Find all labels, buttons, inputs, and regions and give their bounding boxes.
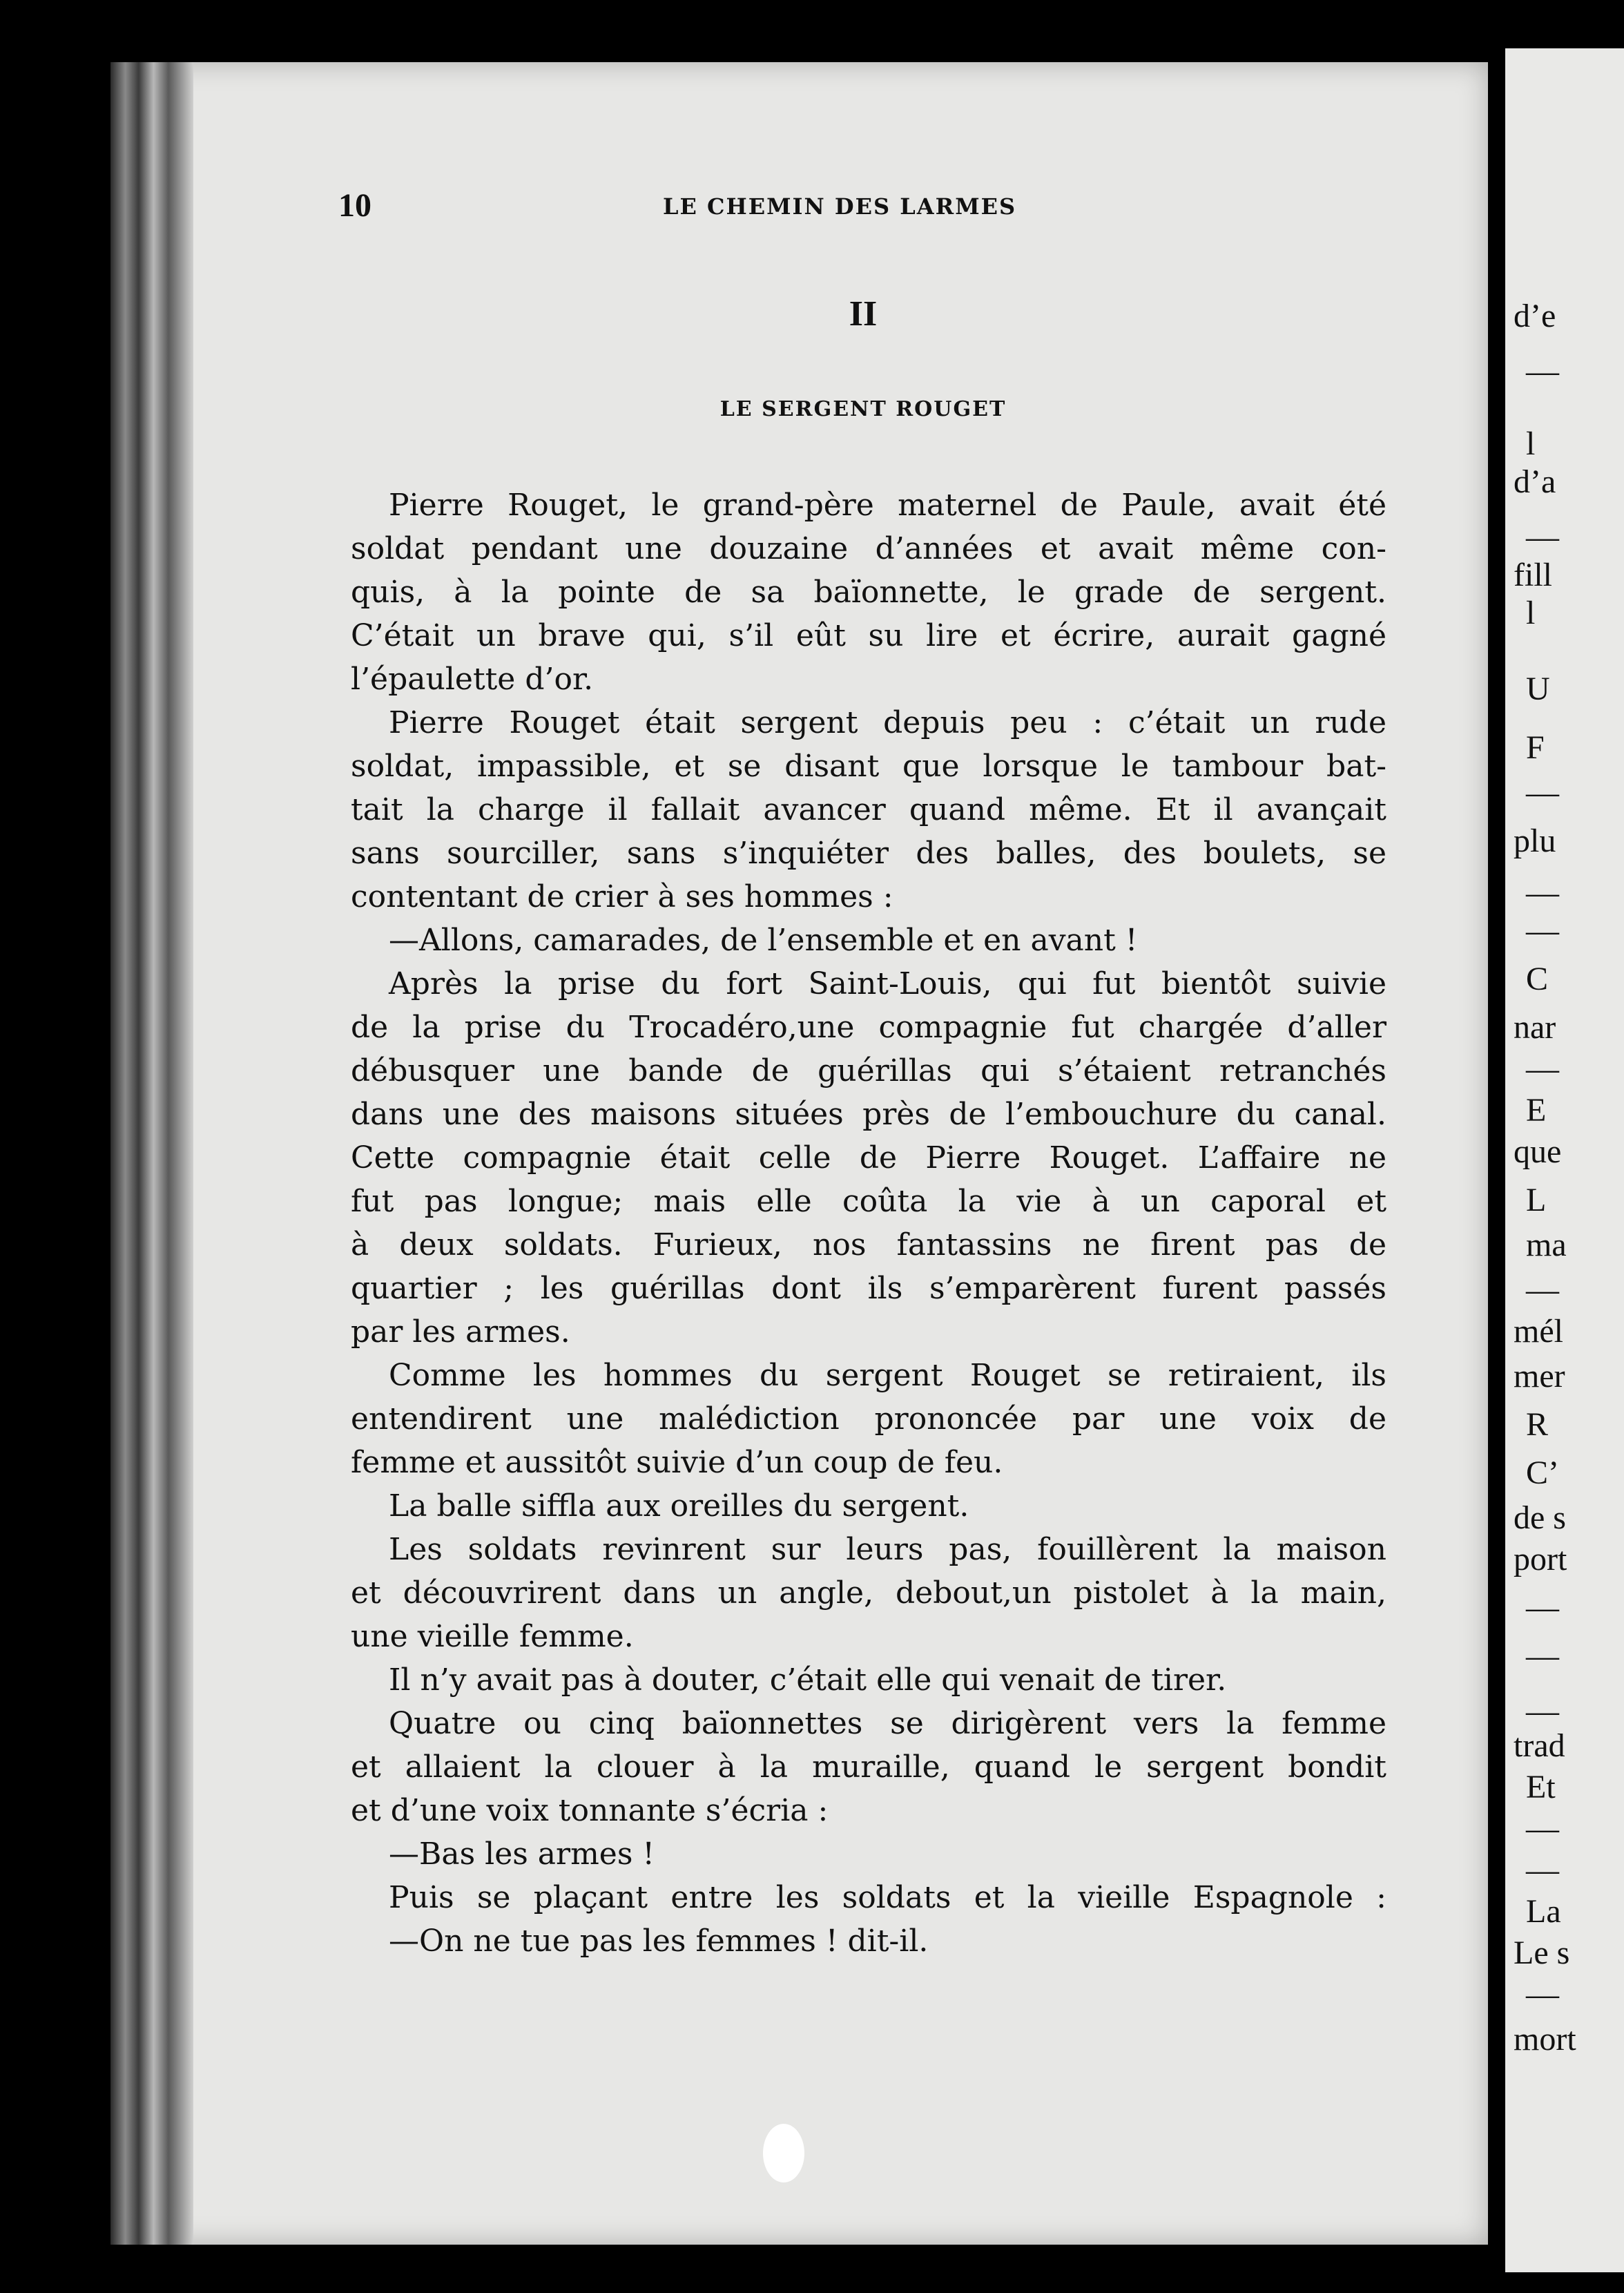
adjacent-page-text-fragment: port [1514, 1541, 1567, 1577]
adjacent-page-text-fragment: nar [1514, 1009, 1556, 1046]
adjacent-page-text-fragment: d’e [1514, 298, 1556, 334]
adjacent-page-text-fragment: plu [1514, 823, 1556, 859]
adjacent-page-text-fragment: R [1526, 1406, 1549, 1443]
text-line: Il n’y avait pas à douter, c’était elle qui venait de tirer. [389, 1662, 1227, 1698]
text-line: tait la charge il fallait avancer quand même. Et il avançait [351, 792, 1386, 827]
text-line: Comme les hommes du sergent Rouget se retiraient, ils [389, 1358, 1386, 1393]
text-line: débusquer une bande de guérillas qui s’étaient retranchés [351, 1053, 1386, 1088]
text-line: à deux soldats. Furieux, nos fantassins ne firent pas de [351, 1227, 1386, 1263]
text-line: La balle siffla aux oreilles du sergent. [389, 1488, 969, 1524]
text-line: —Allons, camarades, de l’ensemble et en avant ! [389, 923, 1138, 958]
adjacent-page-text-fragment: — [1526, 1693, 1559, 1729]
book-spine-shadow [110, 62, 193, 2245]
adjacent-page-text-fragment: C [1526, 961, 1549, 997]
text-line: Après la prise du fort Saint-Louis, qui fut bientôt suivie [389, 966, 1386, 1001]
text-line: C’était un brave qui, s’il eût su lire et écrire, aurait gagné [351, 618, 1386, 653]
text-line: et découvrirent dans un angle, debout,un pistolet à la main, [351, 1575, 1386, 1611]
text-line: —Bas les armes ! [389, 1836, 655, 1872]
adjacent-page-text-fragment: — [1526, 1050, 1559, 1087]
text-line: par les armes. [351, 1314, 570, 1350]
text-line: contentant de crier à ses hommes : [351, 879, 893, 914]
adjacent-page-text-fragment: — [1526, 912, 1559, 949]
text-line: soldat, impassible, et se disant que lorsque le tambour bat- [351, 749, 1386, 784]
text-line: l’épaulette d’or. [351, 662, 594, 697]
adjacent-page-text-fragment: — [1526, 1852, 1559, 1888]
adjacent-page-text-fragment: l [1526, 425, 1536, 462]
adjacent-page-text-fragment: de s [1514, 1499, 1566, 1536]
adjacent-page-text-fragment: — [1526, 774, 1559, 811]
text-line: dans une des maisons situées près de l’embouchure du canal. [351, 1097, 1386, 1132]
running-title: LE CHEMIN DES LARMES [663, 193, 1017, 220]
text-line: soldat pendant une douzaine d’années et avait même con- [351, 531, 1386, 566]
chapter-title: LE SERGENT ROUGET [719, 397, 1007, 421]
adjacent-page-text-fragment: — [1526, 1589, 1559, 1626]
text-line: entendirent une malédiction prononcée par une voix de [351, 1401, 1386, 1437]
adjacent-page-text-fragment: mer [1514, 1358, 1565, 1394]
adjacent-page-text-fragment: — [1526, 1272, 1559, 1308]
text-line: quartier ; les guérillas dont ils s’emparèrent furent passés [351, 1271, 1386, 1306]
text-line: quis, à la pointe de sa baïonnette, le grade de sergent. [351, 575, 1386, 610]
text-line: Quatre ou cinq baïonnettes se dirigèrent vers la femme [389, 1706, 1386, 1741]
adjacent-page-text-fragment: E [1526, 1092, 1547, 1129]
adjacent-page-text-fragment: Et [1526, 1769, 1556, 1805]
adjacent-page-text-fragment: mort [1514, 2021, 1576, 2057]
text-line: et d’une voix tonnante s’écria : [351, 1793, 829, 1828]
text-line: une vieille femme. [351, 1619, 634, 1654]
adjacent-page-text-fragment: — [1526, 1976, 1559, 2013]
text-line: sans sourciller, sans s’inquiéter des balles, des boulets, se [351, 836, 1386, 871]
adjacent-page-text-fragment: La [1526, 1893, 1561, 1930]
text-line: de la prise du Trocadéro,une compagnie fut chargée d’aller [351, 1010, 1386, 1045]
chapter-number: II [849, 294, 878, 334]
text-line: et allaient la clouer à la muraille, quand le sergent bondit [351, 1749, 1386, 1785]
text-line: —On ne tue pas les femmes ! dit-il. [389, 1923, 929, 1959]
scan-blemish [763, 2124, 804, 2182]
text-line: fut pas longue; mais elle coûta la vie à un caporal et [351, 1184, 1386, 1219]
adjacent-page-text-fragment: — [1526, 1810, 1559, 1847]
text-line: Cette compagnie était celle de Pierre Rouget. L’affaire ne [351, 1140, 1386, 1176]
adjacent-page-text-fragment: L [1526, 1182, 1547, 1218]
adjacent-page-text-fragment: — [1526, 519, 1559, 555]
adjacent-page-text-fragment: l [1526, 595, 1536, 631]
adjacent-page-text-fragment: d’a [1514, 463, 1556, 500]
adjacent-page-text-fragment: F [1526, 729, 1545, 766]
adjacent-page-text-fragment: fill [1514, 557, 1552, 593]
text-line: Pierre Rouget, le grand-père maternel de Paule, avait été [389, 488, 1386, 523]
text-line: femme et aussitôt suivie d’un coup de feu. [351, 1445, 1003, 1480]
adjacent-page-text-fragment: Le s [1514, 1935, 1570, 1971]
adjacent-page-text-fragment: U [1526, 671, 1550, 707]
page-number: 10 [338, 187, 371, 224]
body-text [351, 483, 1386, 1963]
adjacent-page-edge [1505, 48, 1624, 2272]
running-header [338, 186, 1415, 228]
adjacent-page-text-fragment: ma [1526, 1227, 1567, 1263]
adjacent-page-text-fragment: mél [1514, 1313, 1563, 1350]
adjacent-page-text-fragment: — [1526, 353, 1559, 390]
adjacent-page-text-fragment: — [1526, 874, 1559, 911]
adjacent-page-text-fragment: C’ [1526, 1455, 1559, 1491]
text-line: Pierre Rouget était sergent depuis peu : c’était un rude [389, 705, 1386, 740]
adjacent-page-text-fragment: que [1514, 1133, 1562, 1170]
text-line: Les soldats revinrent sur leurs pas, fouillèrent la maison [389, 1532, 1386, 1567]
text-line: Puis se plaçant entre les soldats et la vieille Espagnole : [389, 1880, 1386, 1915]
adjacent-page-text-fragment: trad [1514, 1727, 1565, 1764]
adjacent-page-text-fragment: — [1526, 1638, 1559, 1674]
